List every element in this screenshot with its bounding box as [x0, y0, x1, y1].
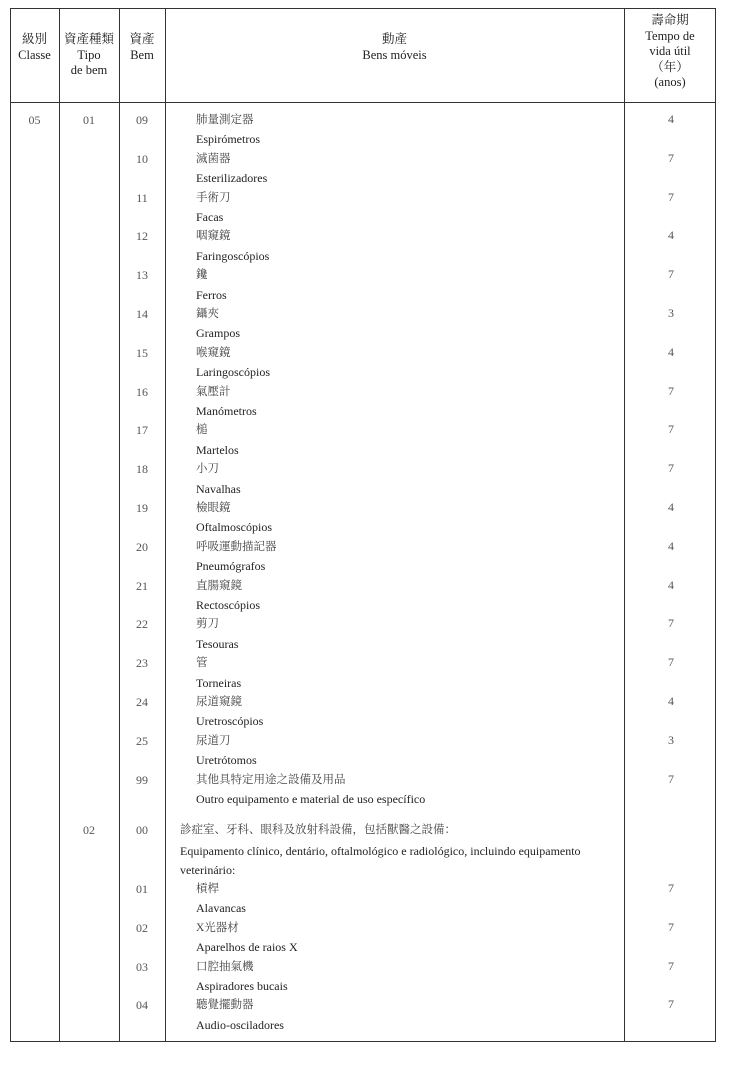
bem-code: 12	[136, 229, 148, 244]
useful-life-years: 7	[668, 422, 674, 437]
item-name-pt: Espirómetros	[196, 132, 260, 147]
header-classe: 級別 Classe	[18, 32, 51, 62]
header-tempo-vida: 壽命期 Tempo de vida útil （年） (anos)	[645, 13, 695, 89]
item-name-zh: 鑱	[196, 269, 208, 282]
item-name-pt: Facas	[196, 210, 224, 224]
tipo-code: 01	[83, 113, 95, 127]
useful-life-years: 4	[668, 344, 674, 359]
item-name-pt: Outro equipamento e material de uso específico	[196, 792, 426, 806]
category-heading-pt: Equipamento clínico, dentário, oftalmológico e radiológico, incluindo equipamento veterinário:	[180, 844, 581, 878]
useful-life-years: 7	[668, 616, 674, 631]
item-name-pt: Uretrótomos	[196, 753, 257, 768]
bem-code: 11	[136, 190, 148, 205]
item-name-zh: 檢眼鏡	[196, 502, 231, 514]
bem-code: 09	[136, 113, 148, 127]
item-name-zh: 聽覺擺動器	[196, 999, 254, 1012]
table-frame	[10, 8, 716, 1042]
useful-life-years: 4	[668, 500, 674, 514]
tipo-code: 02	[83, 823, 95, 837]
bem-code: 99	[136, 772, 148, 787]
item-name-zh: 槌	[196, 424, 208, 437]
useful-life-years: 7	[668, 771, 674, 786]
bem-code: 19	[136, 501, 148, 515]
useful-life-years: 3	[668, 306, 674, 320]
item-name-pt: Laringoscópios	[196, 365, 270, 380]
bem-code: 04	[136, 998, 148, 1013]
bem-code: 15	[136, 345, 148, 360]
useful-life-years: 3	[668, 732, 674, 747]
useful-life-years: 7	[668, 997, 674, 1012]
item-name-pt: Oftalmoscópios	[196, 520, 272, 535]
item-name-pt: Aparelhos de raios X	[196, 940, 298, 955]
item-name-pt: Tesouras	[196, 636, 239, 651]
item-name-zh: 剪刀	[196, 618, 219, 631]
item-name-zh: 尿道刀	[196, 734, 231, 747]
item-name-zh: 滅菌器	[196, 152, 231, 165]
item-name-zh: 肺量測定器	[196, 114, 254, 126]
item-name-zh: 直腸窺鏡	[196, 579, 242, 592]
classe-code: 05	[28, 113, 41, 127]
item-name-zh: 尿道窺鏡	[196, 696, 242, 708]
item-name-zh: 口腔抽氣機	[196, 960, 254, 973]
bem-code: 14	[136, 307, 148, 321]
item-name-zh: 喉窺鏡	[196, 346, 231, 359]
item-name-pt: Alavancas	[196, 901, 246, 916]
bem-code: 02	[136, 920, 148, 935]
item-name-pt: Esterilizadores	[196, 171, 268, 186]
item-name-pt: Audio-osciladores	[196, 1017, 284, 1032]
item-name-pt: Aspiradores bucais	[196, 979, 288, 993]
useful-life-years: 4	[668, 694, 674, 708]
item-name-pt: Navalhas	[196, 481, 241, 496]
bem-code: 24	[136, 695, 148, 709]
bem-code: 00	[136, 823, 148, 837]
item-name-pt: Grampos	[196, 326, 240, 341]
item-name-zh: 其他具特定用途之設備及用品	[196, 773, 346, 786]
item-name-pt: Martelos	[196, 442, 239, 457]
useful-life-years: 7	[668, 461, 674, 476]
column-divider	[165, 8, 166, 1042]
item-name-zh: 手術刀	[196, 191, 231, 204]
column-divider	[59, 8, 60, 1042]
item-name-zh: X光器材	[196, 921, 239, 934]
item-name-pt: Pneumógrafos	[196, 559, 266, 574]
bem-code: 20	[136, 539, 148, 554]
bem-code: 23	[136, 656, 148, 671]
bem-code: 10	[136, 151, 148, 166]
item-name-pt: Torneiras	[196, 675, 242, 690]
bem-code: 01	[136, 882, 148, 896]
item-name-pt: Ferros	[196, 287, 227, 302]
useful-life-years: 4	[668, 577, 674, 592]
useful-life-years: 7	[668, 383, 674, 398]
header-divider	[10, 102, 716, 103]
useful-life-years: 7	[668, 150, 674, 165]
item-name-zh: 小刀	[196, 463, 219, 476]
useful-life-years: 7	[668, 881, 674, 895]
bem-code: 16	[136, 384, 148, 399]
useful-life-years: 4	[668, 112, 674, 126]
bem-code: 25	[136, 733, 148, 748]
item-name-zh: 咽窺鏡	[196, 230, 231, 243]
useful-life-years: 4	[668, 228, 674, 243]
bem-code: 13	[136, 268, 148, 283]
bem-code: 18	[136, 462, 148, 477]
item-name-zh: 槓桿	[196, 883, 219, 895]
item-name-pt: Manómetros	[196, 404, 257, 418]
item-name-pt: Faringoscópios	[196, 248, 270, 263]
useful-life-years: 4	[668, 538, 674, 553]
category-heading-zh: 診症室、牙科、眼科及放射科設備，包括獸醫之設備：	[180, 824, 456, 836]
bem-code: 22	[136, 617, 148, 632]
item-name-pt: Rectoscópios	[196, 598, 260, 612]
header-bem: 資產 Bem	[129, 32, 155, 62]
item-name-zh: 氣壓計	[196, 385, 231, 398]
useful-life-years: 7	[668, 655, 674, 670]
bem-code: 21	[136, 578, 148, 593]
useful-life-years: 7	[668, 919, 674, 934]
bem-code: 17	[136, 423, 148, 438]
item-name-zh: 呼吸運動描記器	[196, 540, 277, 553]
item-name-pt: Uretroscópios	[196, 714, 264, 729]
bem-code: 03	[136, 959, 148, 974]
useful-life-years: 7	[668, 189, 674, 204]
header-tipo: 資產種類 Tipo de bem	[63, 32, 114, 77]
item-name-zh: 鑷夾	[196, 308, 219, 320]
item-name-zh: 管	[196, 657, 208, 670]
useful-life-years: 7	[668, 958, 674, 973]
useful-life-years: 7	[668, 267, 674, 282]
header-bens-moveis: 動產 Bens móveis	[362, 32, 427, 62]
